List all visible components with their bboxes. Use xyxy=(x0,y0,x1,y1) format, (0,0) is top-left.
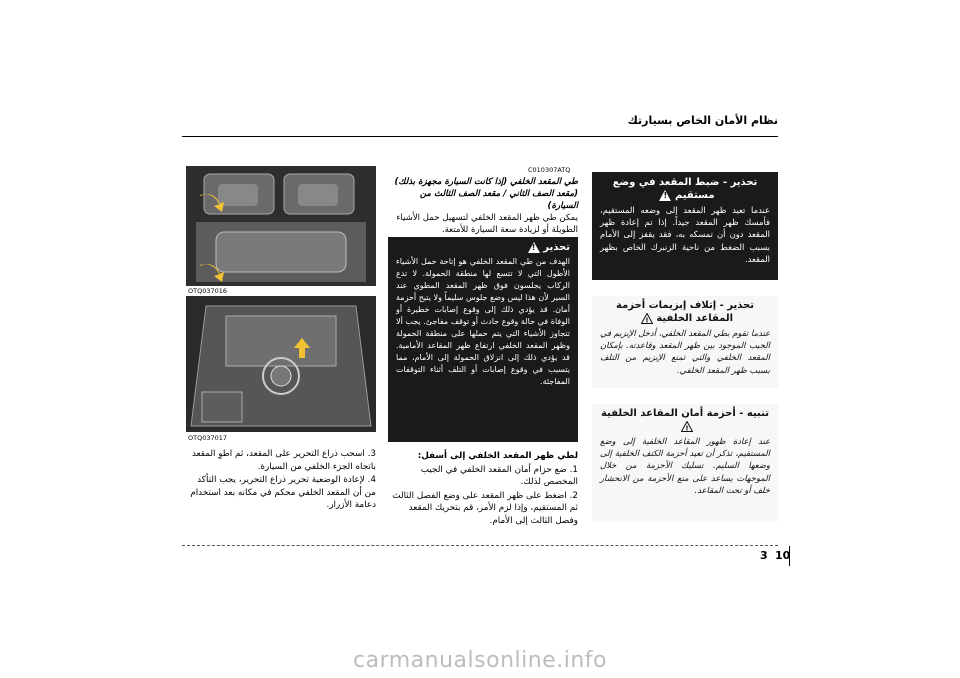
warning-body: عندما تعيد ظهر المقعد إلى وضعه المستقيم، فأمسك ظهر المقعد جيداً. إذا تم إعادة ظهر المقعد دون أن تمسكه به، فقد يقفز إلى الأمام بسبب الضغط من ناحية الزنبرك الخاص بظهر المقعد. xyxy=(600,205,770,264)
warning-body: الهدف من طي المقعد الخلفي هو إتاحة حمل الأشياء الأطول التي لا تتسع لها منطقة الحمولة. لا تدع الركاب يجلسون فوق ظهر المقعد المطوي عند السير لأن هذا ليس وضع جلوس سليماً ولا يتيح أحزمة أمان. قد يؤدي ذلك إلى وقوع إصابات خطيرة أو الوفاة في حالة وقوع حادث أو توقف مفاجئ. يجب ألا تتجاوز الأشياء التي يتم حملها على منطقة الحمولة وظهر المقعد الخلفي ارتفاع ظهر المقاعد الأمامية. قد يؤدي ذلك إلى انزلاق الحمولة إلى الأمام، مما يتسبب في وقوع إصابات أو التلف أثناء التوقفات المفاجئة. xyxy=(396,257,570,386)
warning-icon xyxy=(659,190,671,201)
section-subtitle-2: (مقعد الصف الثاني / مقعد الصف الثالث من السيارة) xyxy=(419,189,578,211)
caution-icon xyxy=(681,421,693,432)
figure-code: OTQ037016 xyxy=(188,287,228,295)
figure-code: C010307ATQ xyxy=(528,166,571,174)
caution-title: تحذير - إتلاف إبزيمات أحزمة المقاعد الخلفية ! xyxy=(616,300,754,324)
warning-box-upright xyxy=(592,172,778,280)
caution-icon xyxy=(641,313,653,324)
figure-code: OTQ037017 xyxy=(188,434,228,442)
warning-icon xyxy=(528,242,540,253)
warning-box-fold xyxy=(388,237,578,442)
steps-list-continued xyxy=(186,448,376,513)
step-item: 1. ضع حزام أمان المقعد الخلفي في الجيب المخصص لذلك. xyxy=(420,464,578,487)
footer-rule xyxy=(182,545,778,546)
center-intro xyxy=(388,176,578,236)
watermark-text: carmanualsonline.info xyxy=(353,648,607,673)
steps-title: لطي ظهر المقعد الخلفي إلى أسفل: xyxy=(417,451,578,461)
steps-list xyxy=(388,450,578,528)
svg-text:!: ! xyxy=(685,424,689,432)
section-number: 3 xyxy=(760,549,768,562)
caution-box-belts xyxy=(592,404,778,522)
step-item: 2. اضغط على ظهر المقعد على وضع الفصل الثالث ثم المستقيم، وإذا لزم الأمر، قم بتحريك المقعد وفصل الثالث إلى الأمام. xyxy=(392,490,578,526)
caution-body: عند إعادة ظهور المقاعد الخلفية إلى وضع المستقيم، تذكر أن تعيد أحزمة الكتف الخلفية إلى وضعها السليم. تسليك الأحزمة من خلال الموجهات يساعد على منع الأحزمة من الانحشار خلف أو تحت المقاعد. xyxy=(600,436,770,495)
cargo-illustration xyxy=(186,296,376,432)
svg-text:!: ! xyxy=(645,316,649,324)
seat-photo-top xyxy=(186,166,376,286)
header-rule xyxy=(182,136,778,137)
seat-illustration xyxy=(186,166,376,286)
warning-title: تحذير ! xyxy=(396,241,570,254)
section-intro-text: يمكن طي ظهر المقعد الخلفي لتسهيل حمل الأشياء الطويلة أو لزيادة سعة السيارة للأمتعة. xyxy=(396,213,578,235)
seat-photo-bottom xyxy=(186,296,376,432)
page-number: 10 xyxy=(775,549,791,562)
section-subtitle: طي المقعد الخلفي (إذا كانت السيارة مجهزة بذلك) xyxy=(394,177,578,187)
caution-title: تنبيه - أحزمة أمان المقاعد الخلفية ! xyxy=(601,408,769,432)
step-item: 4. لإعادة الوضعية تحرير ذراع التحرير، يجب التأكد من أن المقعد الخلفي محكم في مكانه بعد استخدام دعامة الأزرار. xyxy=(190,475,376,510)
caution-body: عندما تقوم بطي المقعد الخلفي، أدخل الإبزيم في الجيب الموجود بين ظهر المقعد وقاعدته. بإمكان المقعد الخلفي والتي تمنع الإبزيم من التلف بسبب ظهر المقعد الخلفي. xyxy=(600,328,770,375)
caution-box-buckles xyxy=(592,296,778,388)
warning-title: تحذير - ضبط المقعد في وضع مستقيم ! xyxy=(600,176,770,202)
header-title: نظام الأمان الخاص بسيارتك xyxy=(627,114,778,127)
step-item: 3. اسحب ذراع التحرير على المقعد، ثم اطوِ المقعد باتجاه الجزء الخلفي من السيارة. xyxy=(191,449,376,472)
